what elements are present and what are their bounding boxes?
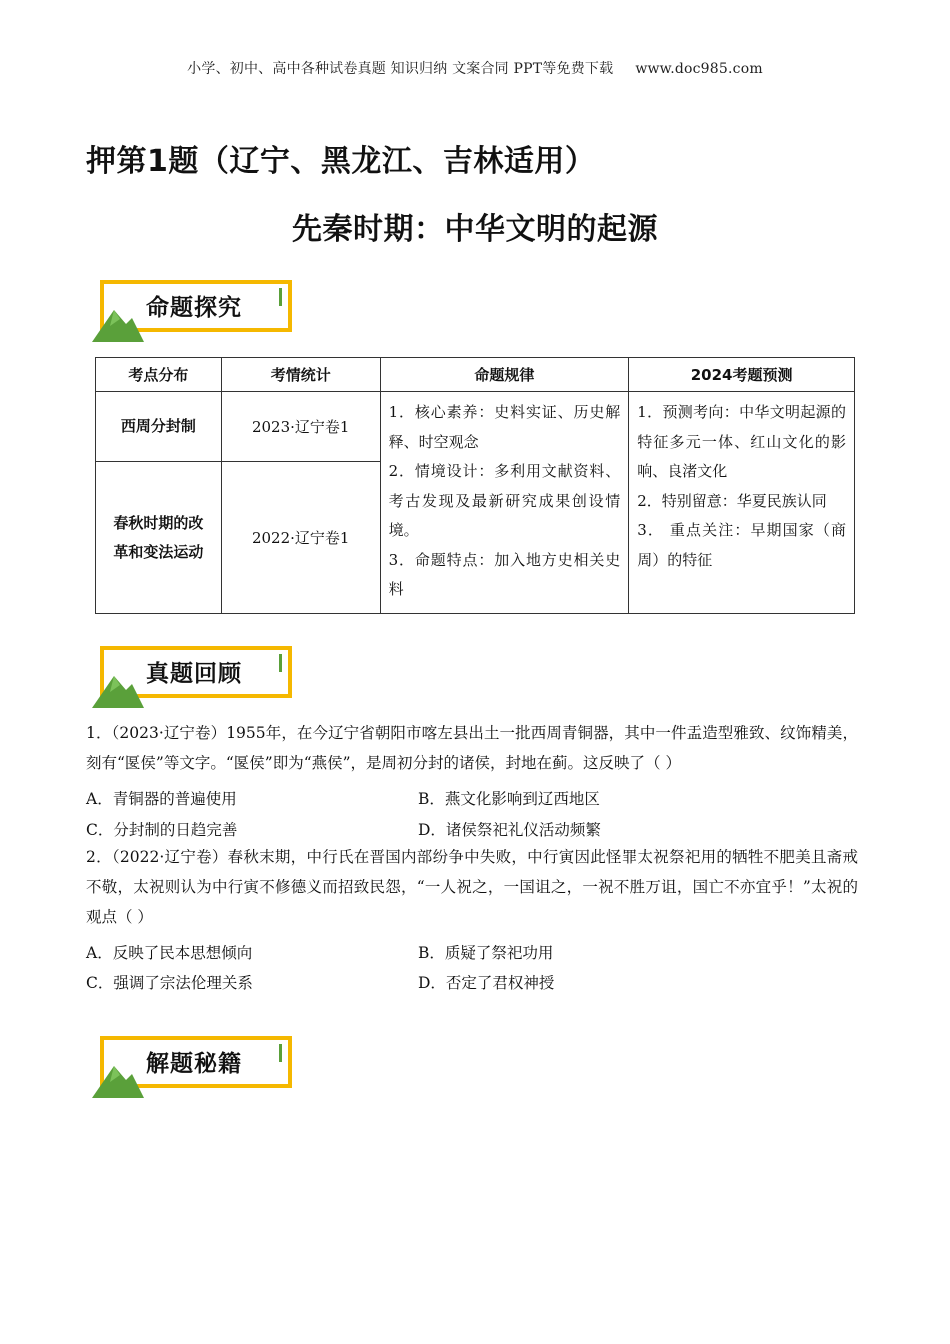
option-a[interactable]: A．反映了民本思想倾向 <box>86 944 253 962</box>
page-subtitle: 先秦时期：中华文明的起源 <box>292 212 658 247</box>
section-title-exploration: 命题探究 <box>146 295 242 321</box>
table-header: 命题规律 <box>380 358 629 392</box>
banner-accent <box>279 288 282 306</box>
banner-accent <box>279 654 282 672</box>
stat-cell: 2022·辽宁卷1 <box>221 462 380 614</box>
rules-cell <box>380 392 629 614</box>
rule-item: 2．情境设计：多利用文献资料、考古发现及最新研究成果创设情境。 <box>388 462 621 539</box>
option-d[interactable]: D．诸侯祭祀礼仪活动频繁 <box>418 821 601 839</box>
option-d[interactable]: D．否定了君权神授 <box>418 974 555 992</box>
analysis-table <box>95 357 855 614</box>
table-header: 2024考题预测 <box>629 358 855 392</box>
question-stem: 1．（2023·辽宁卷）1955年，在今辽宁省朝阳市喀左县出土一批西周青铜器，其中一件盂造型雅致、纹饰精美，刻有“匽侯”等文字。“匽侯”即为“燕侯”，是周初分封的诸侯，封地在蓟。这反映了（ ） <box>86 724 858 772</box>
topic-line: 革和变法运动 <box>113 542 204 561</box>
section-title-review: 真题回顾 <box>146 661 242 687</box>
option-c[interactable]: C．强调了宗法伦理关系 <box>86 974 253 992</box>
stat-cell: 2023·辽宁卷1 <box>221 392 380 462</box>
table-header-row <box>96 358 855 392</box>
table-row <box>96 392 855 462</box>
topic-line: 春秋时期的改 <box>113 513 204 532</box>
section-title-tips: 解题秘籍 <box>146 1051 242 1077</box>
page-title: 押第1题（辽宁、黑龙江、吉林适用） <box>86 144 596 179</box>
table-header: 考点分布 <box>96 358 222 392</box>
topic-cell <box>96 462 222 614</box>
mountain-icon <box>92 306 144 342</box>
option-b[interactable]: B．燕文化影响到辽西地区 <box>418 790 600 808</box>
section-banner-tips <box>92 1036 296 1098</box>
option-b[interactable]: B．质疑了祭祀功用 <box>418 944 554 962</box>
rule-item: 1．核心素养：史料实证、历史解释、时空观念 <box>388 403 621 451</box>
header-text: 小学、初中、高中各种试卷真题 知识归纳 文案合同 PPT等免费下载 <box>187 61 614 77</box>
mountain-icon <box>92 672 144 708</box>
option-c[interactable]: C．分封制的日趋完善 <box>86 821 238 839</box>
mountain-icon <box>92 1062 144 1098</box>
page-header <box>0 58 950 78</box>
prediction-cell <box>629 392 855 614</box>
option-a[interactable]: A．青铜器的普遍使用 <box>86 790 237 808</box>
topic-cell: 西周分封制 <box>96 392 222 462</box>
prediction-item: 2．特别留意：华夏民族认同 <box>637 491 827 510</box>
table-header: 考情统计 <box>221 358 380 392</box>
question-stem: 2．（2022·辽宁卷）春秋末期，中行氏在晋国内部纷争中失败，中行寅因此怪罪太祝祭祀用的牺牲不肥美且斋戒不敬，太祝则认为中行寅不修德义而招致民怨，“一人祝之，一国诅之，一祝不胜万诅，国亡不亦宜乎！”太祝的观点（ ） <box>86 848 858 926</box>
prediction-item: 1．预测考向：中华文明起源的特征多元一体、红山文化的影响、良渚文化 <box>637 403 846 480</box>
prediction-item: 3． 重点关注：早期国家（商周）的特征 <box>637 521 846 569</box>
header-url[interactable]: www.doc985.com <box>635 61 763 77</box>
section-banner-review <box>92 646 296 708</box>
rule-item: 3．命题特点：加入地方史相关史料 <box>388 550 621 598</box>
banner-accent <box>279 1044 282 1062</box>
section-banner-exploration <box>92 280 296 342</box>
